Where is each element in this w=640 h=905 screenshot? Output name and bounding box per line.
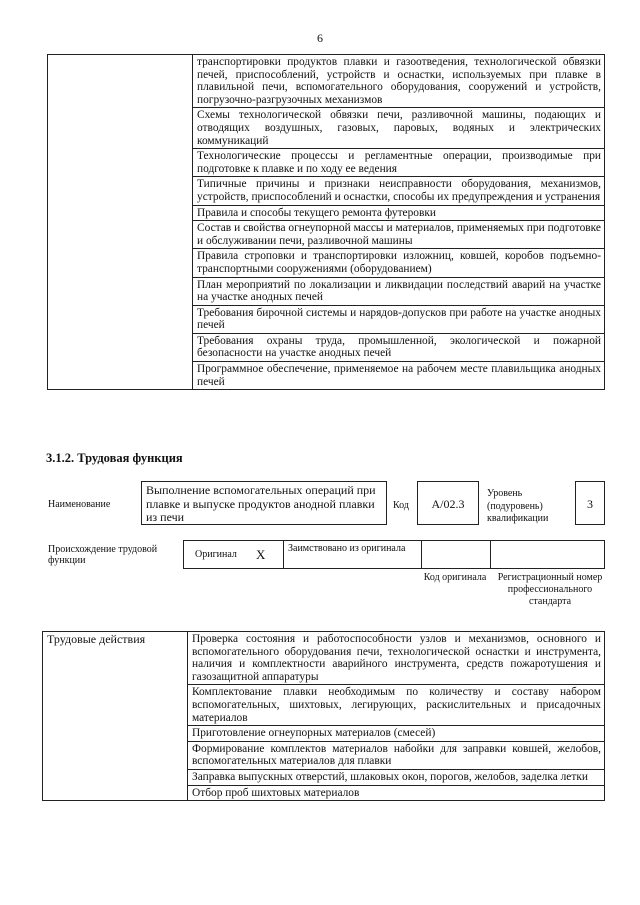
table-row xyxy=(48,55,605,108)
code-caption: Код оригинала xyxy=(423,572,487,583)
table-cell: Технологические процессы и регламентные операции, производимые при подготовке к плавке и по ходу ее ведения xyxy=(193,149,605,177)
section-title: 3.1.2. Трудовая функция xyxy=(46,451,183,465)
page-number: 6 xyxy=(317,31,323,45)
borrowed-label: Заимствовано из оригинала xyxy=(288,543,406,554)
table-cell: Формирование комплектов материалов набойки для заправки ковшей, желобов, вспомогательных материалов для плавки xyxy=(188,741,605,769)
table-cell: Правила строповки и транспортировки изложниц, ковшей, коробов подъемно-транспортными сооружениями (оборудованием) xyxy=(193,249,605,277)
table-cell: Приготовление огнеупорных материалов (смесей) xyxy=(188,726,605,742)
cell-divider xyxy=(490,541,491,568)
function-name-box: Выполнение вспомогательных операций при плавке и выпуске продуктов анодной плавки из печи xyxy=(141,481,387,525)
actions-label: Трудовые действия xyxy=(43,632,188,801)
table-cell: План мероприятий по локализации и ликвидации последствий аварий на участке на участке анодных печей xyxy=(193,277,605,305)
table-cell: Программное обеспечение, применяемое на рабочем месте плавильщика анодных печей xyxy=(193,362,605,390)
table-cell: Правила и способы текущего ремонта футеровки xyxy=(193,205,605,221)
cell-divider xyxy=(421,541,422,568)
table-row xyxy=(43,632,605,685)
table-cell: Состав и свойства огнеупорной массы и материалов, применяемых при подготовке и обслуживании печи, разливочной машины xyxy=(193,221,605,249)
table-cell: Требования охраны труда, промышленной, экологической и пожарной безопасности на участке анодных печей xyxy=(193,333,605,361)
table-cell: транспортировки продуктов плавки и газоотведения, технологической обвязки печей, приспособлений, устройств и оснастки, используемых при плавке в плавильной печи, вспомогательного оборудования, сооружений и устройств, погрузочно-разгрузочных механизмов xyxy=(193,55,605,108)
table-cell: Заправка выпускных отверстий, шлаковых окон, порогов, желобов, заделка летки xyxy=(188,769,605,785)
table-cell: Проверка состояния и работоспособности узлов и механизмов, основного и вспомогательного оборудования печи, технологической оснастки и инструмента, наличия и комплектности аварийного инструмента, средств пожаротушения и газозащитной аппаратуры xyxy=(188,632,605,685)
table-cell: Схемы технологической обвязки печи, разливочной машины, подающих и отводящих воздушных, газовых, паровых, водяных и электрических коммуникаций xyxy=(193,108,605,149)
table-cell: Комплектование плавки необходимым по количеству и составу набором вспомогательных, шихтовых, легирующих, раскислительных и присадочных материалов xyxy=(188,685,605,726)
actions-table xyxy=(42,631,605,801)
table-cell: Типичные причины и признаки неисправности оборудования, механизмов, устройств, приспособлений и оснастки, способы их предупреждения и устранения xyxy=(193,177,605,205)
original-mark: X xyxy=(256,547,266,562)
code-label: Код xyxy=(393,500,409,511)
name-label: Наименование xyxy=(48,499,111,510)
table-left-cell xyxy=(48,55,193,390)
table-cell: Отбор проб шихтовых материалов xyxy=(188,785,605,801)
cell-divider xyxy=(283,541,284,568)
level-box: 3 xyxy=(575,481,605,525)
table-cell: Требования бирочной системы и нарядов-допусков при работе на участке анодных печей xyxy=(193,305,605,333)
origin-label: Происхождение трудовой функции xyxy=(48,544,158,566)
origin-table xyxy=(183,540,605,569)
code-box: А/02.3 xyxy=(417,481,479,525)
reg-caption: Регистрационный номер профессионального стандарта xyxy=(497,572,603,607)
knowledge-table xyxy=(47,54,605,390)
level-label: Уровень (подуровень) квалификации xyxy=(487,488,549,524)
original-label: Оригинал xyxy=(195,549,237,560)
